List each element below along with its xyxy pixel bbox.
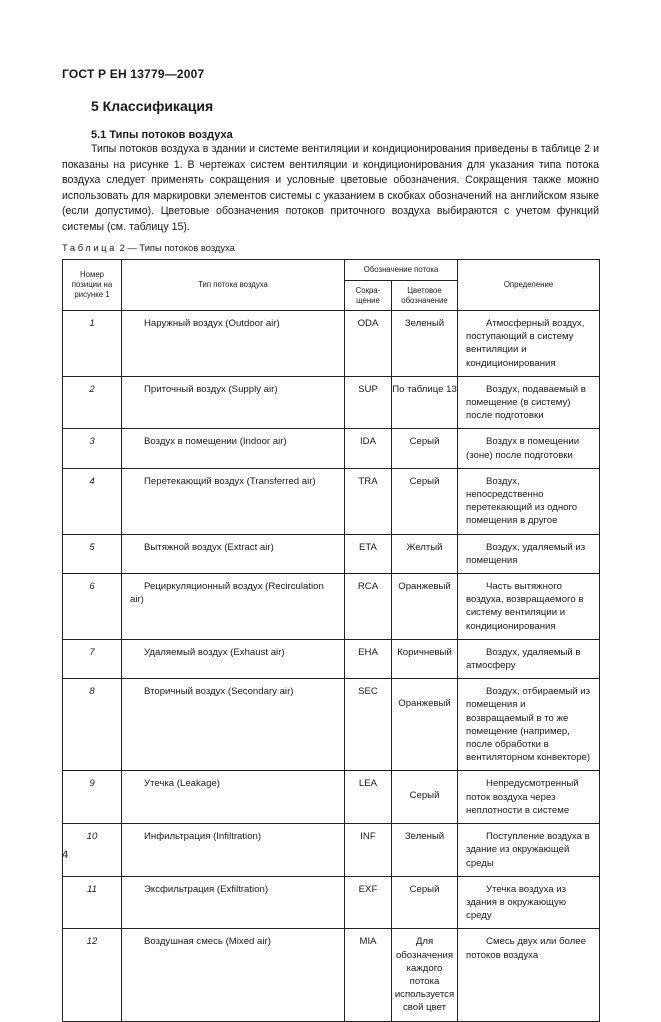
row-definition-text: Воздух, удаляемый в атмосферу: [466, 646, 581, 672]
row-flow-type: [122, 534, 345, 573]
row-number: [63, 876, 122, 929]
row-color: [392, 639, 458, 678]
row-color-text: Оранжевый: [398, 581, 451, 593]
air-flow-types-table: [62, 259, 600, 1022]
row-color: [392, 376, 458, 429]
section-title: 5 Классификация: [91, 98, 214, 114]
row-flow-type: [122, 429, 345, 468]
row-abbreviation: [345, 876, 392, 929]
row-flow-type: [122, 929, 345, 1021]
row-color: [392, 679, 458, 771]
row-number-text: 3: [89, 436, 95, 448]
row-abbreviation: [345, 376, 392, 429]
row-definition: [458, 311, 600, 377]
standard-header: ГОСТ Р ЕН 13779—2007: [62, 67, 205, 81]
row-abbreviation-text: ETA: [359, 541, 377, 553]
row-flow-type-text: Эксфильтрация (Exfiltration): [144, 883, 269, 895]
row-color-text: Зеленый: [404, 318, 445, 329]
table-caption: [62, 242, 235, 253]
row-number-text: 12: [86, 936, 98, 948]
table-row: [63, 468, 600, 534]
page-number: 4: [62, 849, 69, 861]
row-flow-type-text: Перетекающий воздух (Transferred air): [144, 475, 316, 487]
table-row: [63, 376, 600, 429]
row-color: [392, 429, 458, 468]
row-abbreviation: [345, 639, 392, 678]
row-color-text: Оранжевый: [398, 698, 451, 710]
row-abbreviation-text: SEC: [358, 686, 378, 698]
table-row: [63, 876, 600, 929]
row-color: [392, 574, 458, 640]
row-flow-type: [122, 771, 345, 824]
table-row: [63, 639, 600, 678]
table-caption-label: Таблица: [62, 242, 117, 253]
row-color: [392, 534, 458, 573]
row-definition: [458, 534, 600, 573]
row-definition-text: Непредусмотренный поток воздуха через неплотности в системе: [466, 778, 579, 816]
row-flow-type: [122, 574, 345, 640]
row-abbreviation-text: RCA: [357, 581, 379, 593]
row-abbreviation: [345, 468, 392, 534]
row-flow-type-text: Вытяжной воздух (Extract air): [144, 541, 274, 553]
row-color-text: Коричневый: [397, 646, 452, 658]
row-flow-type-text: Воздушная смесь (Mixed air): [144, 936, 271, 948]
table-row: [63, 429, 600, 468]
row-flow-type-text: Рециркуляционный воздух (Recirculation air): [130, 581, 324, 606]
row-abbreviation: [345, 679, 392, 771]
row-number-text: 7: [89, 646, 95, 658]
row-abbreviation-text: IDA: [360, 436, 376, 448]
row-definition-text: Воздух, отбираемый из помещения и возвращаемый в то же помещение (например, после обработки в вентиляторном конвекторе): [466, 686, 591, 764]
row-number-text: 1: [89, 318, 95, 329]
row-color-text: Зеленый: [404, 831, 445, 843]
row-abbreviation: [345, 574, 392, 640]
table-row: [63, 824, 600, 877]
row-definition: [458, 376, 600, 429]
row-color-text: Серый: [409, 790, 440, 802]
row-abbreviation-text: EHA: [358, 646, 378, 658]
row-abbreviation-text: EXF: [358, 883, 378, 895]
header-abbreviation: Сокра-щение: [345, 281, 392, 311]
row-definition-text: Воздух в помещении (зоне) после подготовки: [466, 436, 580, 461]
row-definition: [458, 639, 600, 678]
row-definition-text: Атмосферный воздух, поступающий в систему вентиляции и кондиционирования: [466, 318, 585, 369]
row-abbreviation: [345, 929, 392, 1021]
row-flow-type: [122, 679, 345, 771]
row-definition-text: Смесь двух или более потоков воздуха: [466, 936, 586, 961]
table-row: [63, 929, 600, 1021]
header-number: Номер позиции на рисунке 1: [63, 260, 122, 311]
row-number: [63, 534, 122, 573]
row-number-text: 11: [87, 883, 97, 895]
row-definition: [458, 574, 600, 640]
row-definition-text: Воздух, подаваемый в помещение (в систему) после подготовки: [466, 383, 586, 422]
header-color: Цветовое обозначение: [392, 281, 458, 311]
row-number-text: 2: [89, 383, 95, 395]
row-flow-type: [122, 824, 345, 877]
row-abbreviation: [345, 824, 392, 877]
row-number: [63, 376, 122, 429]
table-caption-text: 2 — Типы потоков воздуха: [119, 242, 235, 253]
row-number: [63, 771, 122, 824]
row-color: [392, 929, 458, 1021]
header-designation: Обозначение потока: [345, 260, 458, 281]
header-type: Тип потока воздуха: [122, 260, 345, 311]
row-abbreviation: [345, 771, 392, 824]
row-color-text: Серый: [409, 436, 440, 448]
row-flow-type-text: Утечка (Leakage): [144, 778, 221, 790]
row-number: [63, 929, 122, 1021]
table-row: [63, 574, 600, 640]
row-definition: [458, 929, 600, 1021]
row-flow-type: [122, 311, 345, 377]
row-flow-type-text: Приточный воздух (Supply air): [144, 383, 278, 395]
row-definition: [458, 429, 600, 468]
row-number-text: 4: [89, 475, 95, 487]
row-flow-type-text: Воздух в помещении (Indoor air): [144, 436, 287, 448]
row-definition-text: Воздух, удаляемый из помещения: [466, 541, 586, 566]
row-definition: [458, 679, 600, 771]
row-abbreviation-text: LEA: [358, 778, 378, 790]
row-definition-text: Часть вытяжного воздуха, возвращаемого в систему вентиляции и кондиционирования: [466, 581, 584, 632]
row-abbreviation-text: TRA: [358, 475, 378, 487]
row-definition: [458, 876, 600, 929]
row-flow-type: [122, 468, 345, 534]
row-definition: [458, 824, 600, 877]
row-color-text: По таблице 13: [392, 383, 457, 395]
table-row: [63, 771, 600, 824]
row-number: [63, 639, 122, 678]
row-flow-type: [122, 639, 345, 678]
row-color-text: Желтый: [406, 541, 443, 553]
subsection-title: 5.1 Типы потоков воздуха: [91, 129, 233, 141]
row-color: [392, 771, 458, 824]
body-paragraph: [62, 142, 599, 236]
row-color: [392, 468, 458, 534]
row-color-text: Серый: [409, 883, 440, 895]
row-definition-text: Воздух, непосредственно перетекающий из одного помещения в другое: [466, 475, 578, 527]
header-definition: Определение: [458, 260, 600, 311]
row-color-text: Для обозначения каждого потока используется свой цвет: [394, 936, 455, 1014]
row-abbreviation-text: ODA: [357, 318, 379, 329]
row-flow-type-text: Наружный воздух (Outdoor air): [144, 318, 280, 329]
row-number-text: 9: [89, 778, 95, 790]
row-number-text: 5: [89, 541, 95, 553]
table-row: [63, 311, 600, 377]
row-number-text: 10: [86, 831, 98, 843]
row-definition: [458, 468, 600, 534]
row-color-text: Серый: [409, 475, 440, 487]
row-number-text: 6: [89, 581, 95, 593]
row-number: [63, 574, 122, 640]
row-flow-type-text: Вторичный воздух (Secondary air): [144, 686, 294, 698]
row-number: [63, 429, 122, 468]
row-color: [392, 311, 458, 377]
row-flow-type: [122, 376, 345, 429]
row-abbreviation: [345, 311, 392, 377]
row-number-text: 8: [89, 686, 95, 698]
row-flow-type-text: Удаляемый воздух (Exhaust air): [144, 646, 285, 658]
row-abbreviation: [345, 534, 392, 573]
row-flow-type: [122, 876, 345, 929]
row-abbreviation-text: INF: [360, 831, 376, 843]
row-color: [392, 876, 458, 929]
row-number: [63, 311, 122, 377]
row-definition-text: Утечка воздуха из здания в окружающую среду: [466, 883, 567, 922]
row-definition: [458, 771, 600, 824]
body-paragraph-text: Типы потоков воздуха в здании и системе вентиляции и кондиционирования приведены в таблице 2 и показаны на рисунке 1. В чертежах систем вентиляции и кондиционирования для указания типа потока воздуха следует применять сокращения и условные цветовые обозначения. Сокращения также можно использовать для маркировки элементов системы с указанием в скобках обозначений на английском языке (если допустимо). Цветовые обозначения потоков приточного воздуха выбираются с учетом функций системы (см. таблицу 15).: [62, 143, 599, 233]
row-number: [63, 679, 122, 771]
row-color: [392, 824, 458, 877]
row-number: [63, 468, 122, 534]
row-abbreviation-text: SUP: [358, 383, 378, 395]
row-abbreviation: [345, 429, 392, 468]
row-definition-text: Поступление воздуха в здание из окружающей среды: [466, 831, 590, 869]
table-row: [63, 679, 600, 771]
table-row: [63, 534, 600, 573]
row-flow-type-text: Инфильтрация (Infiltration): [144, 831, 262, 843]
row-number: [63, 824, 122, 877]
row-abbreviation-text: MIA: [359, 936, 377, 948]
